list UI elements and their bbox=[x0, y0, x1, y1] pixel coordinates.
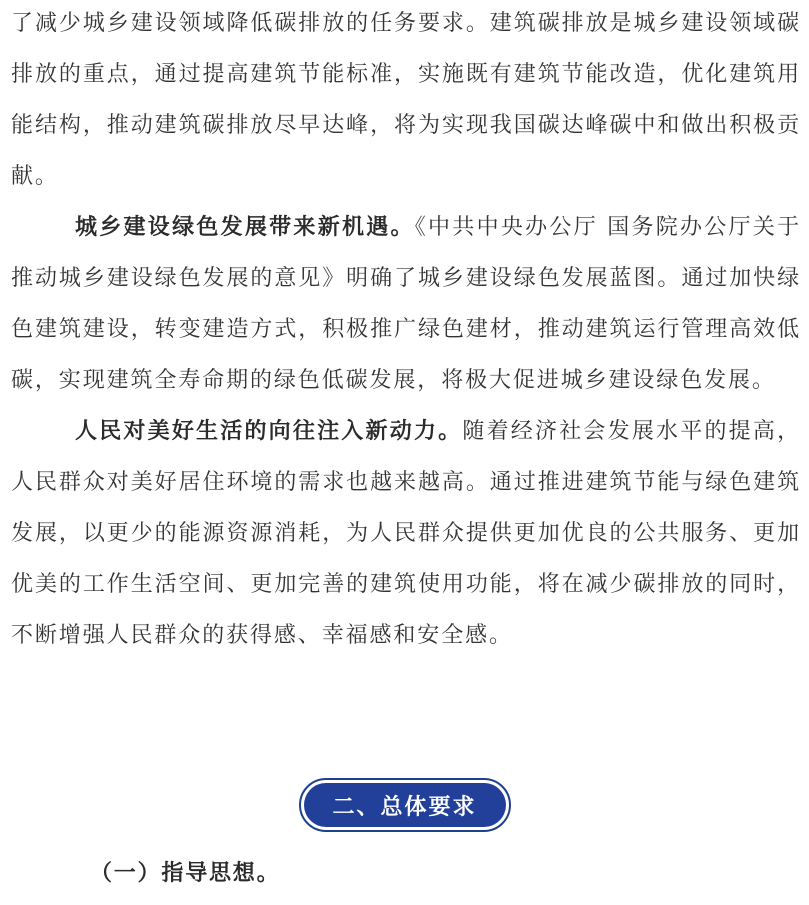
paragraph-carbon-reduction bbox=[11, 0, 801, 202]
paragraph-new-momentum bbox=[11, 406, 801, 661]
article-body bbox=[11, 0, 801, 661]
paragraph-text: 随着经济社会发展水平的提高，人民群众对美好居住环境的需求也越来越高。通过推进建筑节能与绿色建筑发展，以更少的能源资源消耗，为人民群众提供更加优良的公共服务、更加优美的工作生活空间、更加完善的建筑使用功能，将在减少碳排放的同时，不断增强人民群众的获得感、幸福感和安全感。 bbox=[11, 419, 801, 648]
paragraph-text: 《中共中央办公厅 国务院办公厅关于推动城乡建设绿色发展的意见》明确了城乡建设绿色发展蓝图。通过加快绿色建筑建设，转变建造方式，积极推广绿色建材，推动建筑运行管理高效低碳，实现建筑全寿命期的绿色低碳发展，将极大促进城乡建设绿色发展。 bbox=[11, 215, 801, 393]
paragraph-lead-bold: 城乡建设绿色发展带来新机遇。 bbox=[75, 215, 415, 240]
section-heading-badge bbox=[299, 778, 511, 832]
paragraph-new-opportunity bbox=[11, 202, 801, 406]
section-heading-container bbox=[0, 778, 809, 832]
paragraph-text: 了减少城乡建设领域降低碳排放的任务要求。建筑碳排放是城乡建设领域碳排放的重点，通过提高建筑节能标准，实施既有建筑节能改造，优化建筑用能结构，推动建筑碳排放尽早达峰，将为实现我国碳达峰碳中和做出积极贡献。 bbox=[11, 11, 801, 189]
subheading-guiding-ideology: （一）指导思想。 bbox=[90, 861, 281, 886]
paragraph-lead-bold: 人民对美好生活的向往注入新动力。 bbox=[75, 419, 463, 444]
section-heading: 二、总体要求 bbox=[304, 783, 506, 827]
